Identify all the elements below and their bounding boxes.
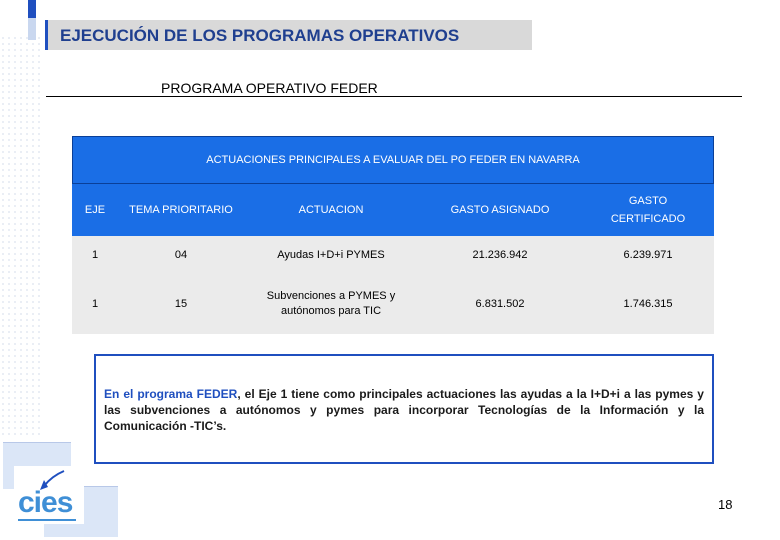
logo: cies	[18, 486, 73, 519]
summary-body: , el Eje 1 tiene como principales actuaciones las ayudas a la I+D+i a las pymes y las subvenciones a autónomos y pymes para incorporar Tecnologías de la Información y la Comunicación -TIC’s.	[104, 387, 704, 433]
summary-text	[104, 386, 704, 434]
page-title: EJECUCIÓN DE LOS PROGRAMAS OPERATIVOS	[60, 26, 460, 45]
cell-gasto-certificado: 6.239.971	[623, 249, 673, 261]
accent-bar	[28, 0, 36, 18]
table-row	[72, 236, 714, 274]
cell-tema: 04	[174, 249, 188, 261]
logo-underline	[18, 519, 76, 521]
dotted-decoration	[0, 35, 40, 435]
summary-accent: En el programa FEDER	[104, 387, 238, 401]
accent-bar-light	[28, 18, 36, 40]
title-bar	[45, 20, 532, 50]
cell-actuacion: Subvenciones a PYMES y autónomos para TIC	[266, 290, 396, 317]
column-header-tema: TEMA PRIORITARIO	[129, 204, 233, 216]
table-row	[72, 274, 714, 334]
cell-gasto-asignado: 6.831.502	[475, 298, 525, 310]
subtitle-line	[46, 78, 742, 97]
column-header-gasto-asignado: GASTO ASIGNADO	[450, 204, 550, 216]
summary-note	[94, 354, 714, 464]
cell-gasto-asignado: 21.236.942	[472, 249, 528, 261]
cell-actuacion: Ayudas I+D+i PYMES	[277, 248, 385, 261]
page-number: 18	[718, 497, 733, 512]
page-subtitle: PROGRAMA OPERATIVO FEDER	[161, 80, 378, 96]
cell-tema: 15	[174, 298, 188, 310]
table-column-headers	[72, 184, 714, 236]
table-title: ACTUACIONES PRINCIPALES A EVALUAR DEL PO FEDER EN NAVARRA	[72, 136, 714, 184]
column-header-eje: EJE	[84, 204, 106, 216]
cell-eje: 1	[91, 298, 99, 310]
column-header-actuacion: ACTUACION	[298, 204, 364, 216]
cell-eje: 1	[91, 249, 99, 261]
actuaciones-table	[72, 136, 714, 334]
column-header-gasto-certificado: GASTO CERTIFICADO	[610, 195, 686, 225]
cell-gasto-certificado: 1.746.315	[623, 298, 673, 310]
